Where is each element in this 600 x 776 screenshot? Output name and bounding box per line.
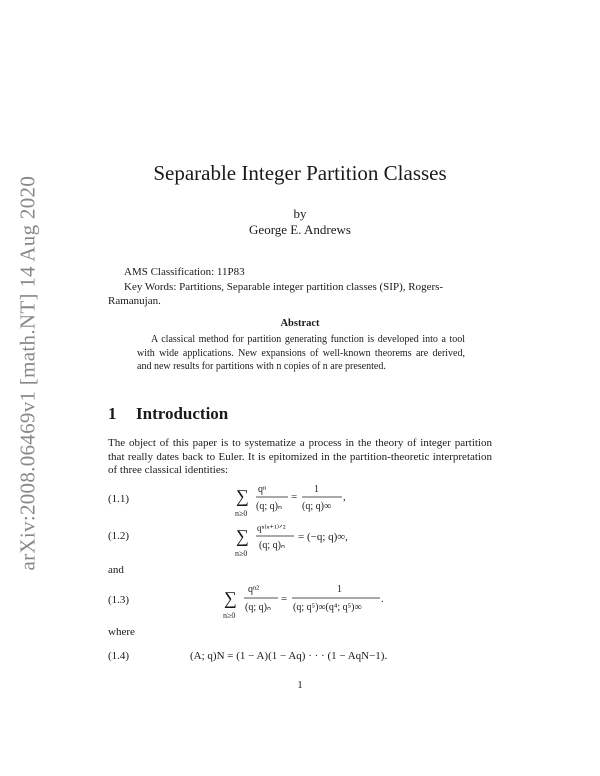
equals-sign: = (291, 491, 298, 503)
rhs-expression: = (−q; q)∞, (298, 531, 348, 543)
by-line: by (293, 206, 307, 221)
rhs-denominator: (q; q⁵)∞(q⁴; q⁵)∞ (293, 602, 362, 613)
equation-1-4: (A; q)N = (1 − A)(1 − Aq) · · · (1 − AqN−1). (190, 650, 388, 662)
key-words-text: Key Words: Partitions, Separable integer partition classes (SIP), Rogers-Ramanujan. (108, 281, 444, 307)
ams-classification: AMS Classification: 11P83 (124, 266, 245, 278)
sum-symbol: ∑ (236, 526, 249, 546)
arxiv-stamp: arXiv:2008.06469v1 [math.NT] 14 Aug 2020 (15, 175, 40, 571)
sum-subscript: n≥0 (223, 611, 236, 620)
fraction-numerator: qⁿ⁽ⁿ⁺¹⁾ᐟ² (257, 523, 286, 533)
abstract-heading: Abstract (280, 318, 320, 329)
intro-paragraph: The object of this paper is to systematize a process in the theory of integer partition that really dates back to Euler. It is epitomized in the partition-theoretic interpretation of three classical identities: (108, 437, 492, 476)
equation-1-1 (230, 480, 370, 520)
equals-sign: = (281, 593, 288, 605)
equation-1-3 (218, 580, 398, 622)
eq-label-1-2: (1.2) (108, 530, 130, 542)
rhs-numerator: 1 (314, 484, 319, 495)
sum-subscript: n≥0 (235, 509, 248, 518)
punctuation: . (381, 593, 384, 605)
fraction-numerator: qⁿ² (248, 584, 260, 595)
equation-1-2 (230, 520, 380, 560)
fraction-denominator: (q; q)ₙ (256, 501, 282, 512)
section-number: 1 (108, 404, 117, 423)
abstract-text: A classical method for partition generating function is developed into a tool with wide applications. New expansions of well-known theorems are derived, and new results for partitions with n copies of n are presented. (137, 334, 465, 372)
sum-subscript: n≥0 (235, 549, 248, 558)
fraction-numerator: qⁿ (258, 484, 267, 495)
page-number: 1 (297, 679, 303, 691)
word-where: where (108, 626, 135, 638)
fraction-denominator: (q; q)ₙ (245, 602, 271, 613)
eq-label-1-4: (1.4) (108, 650, 130, 662)
eq-label-1-3: (1.3) (108, 594, 130, 606)
rhs-numerator: 1 (337, 584, 342, 595)
section-heading (108, 404, 228, 424)
section-title: Introduction (136, 404, 229, 423)
rhs-denominator: (q; q)∞ (302, 501, 332, 512)
word-and: and (108, 564, 124, 576)
eq-label-1-1: (1.1) (108, 493, 130, 505)
fraction-denominator: (q; q)ₙ (259, 540, 285, 551)
sum-symbol: ∑ (236, 486, 249, 506)
punctuation: , (343, 491, 346, 503)
author-name: George E. Andrews (249, 222, 351, 237)
key-words (108, 281, 492, 308)
sum-symbol: ∑ (224, 588, 237, 608)
abstract-body (137, 333, 465, 374)
paper-title: Separable Integer Partition Classes (153, 161, 447, 185)
